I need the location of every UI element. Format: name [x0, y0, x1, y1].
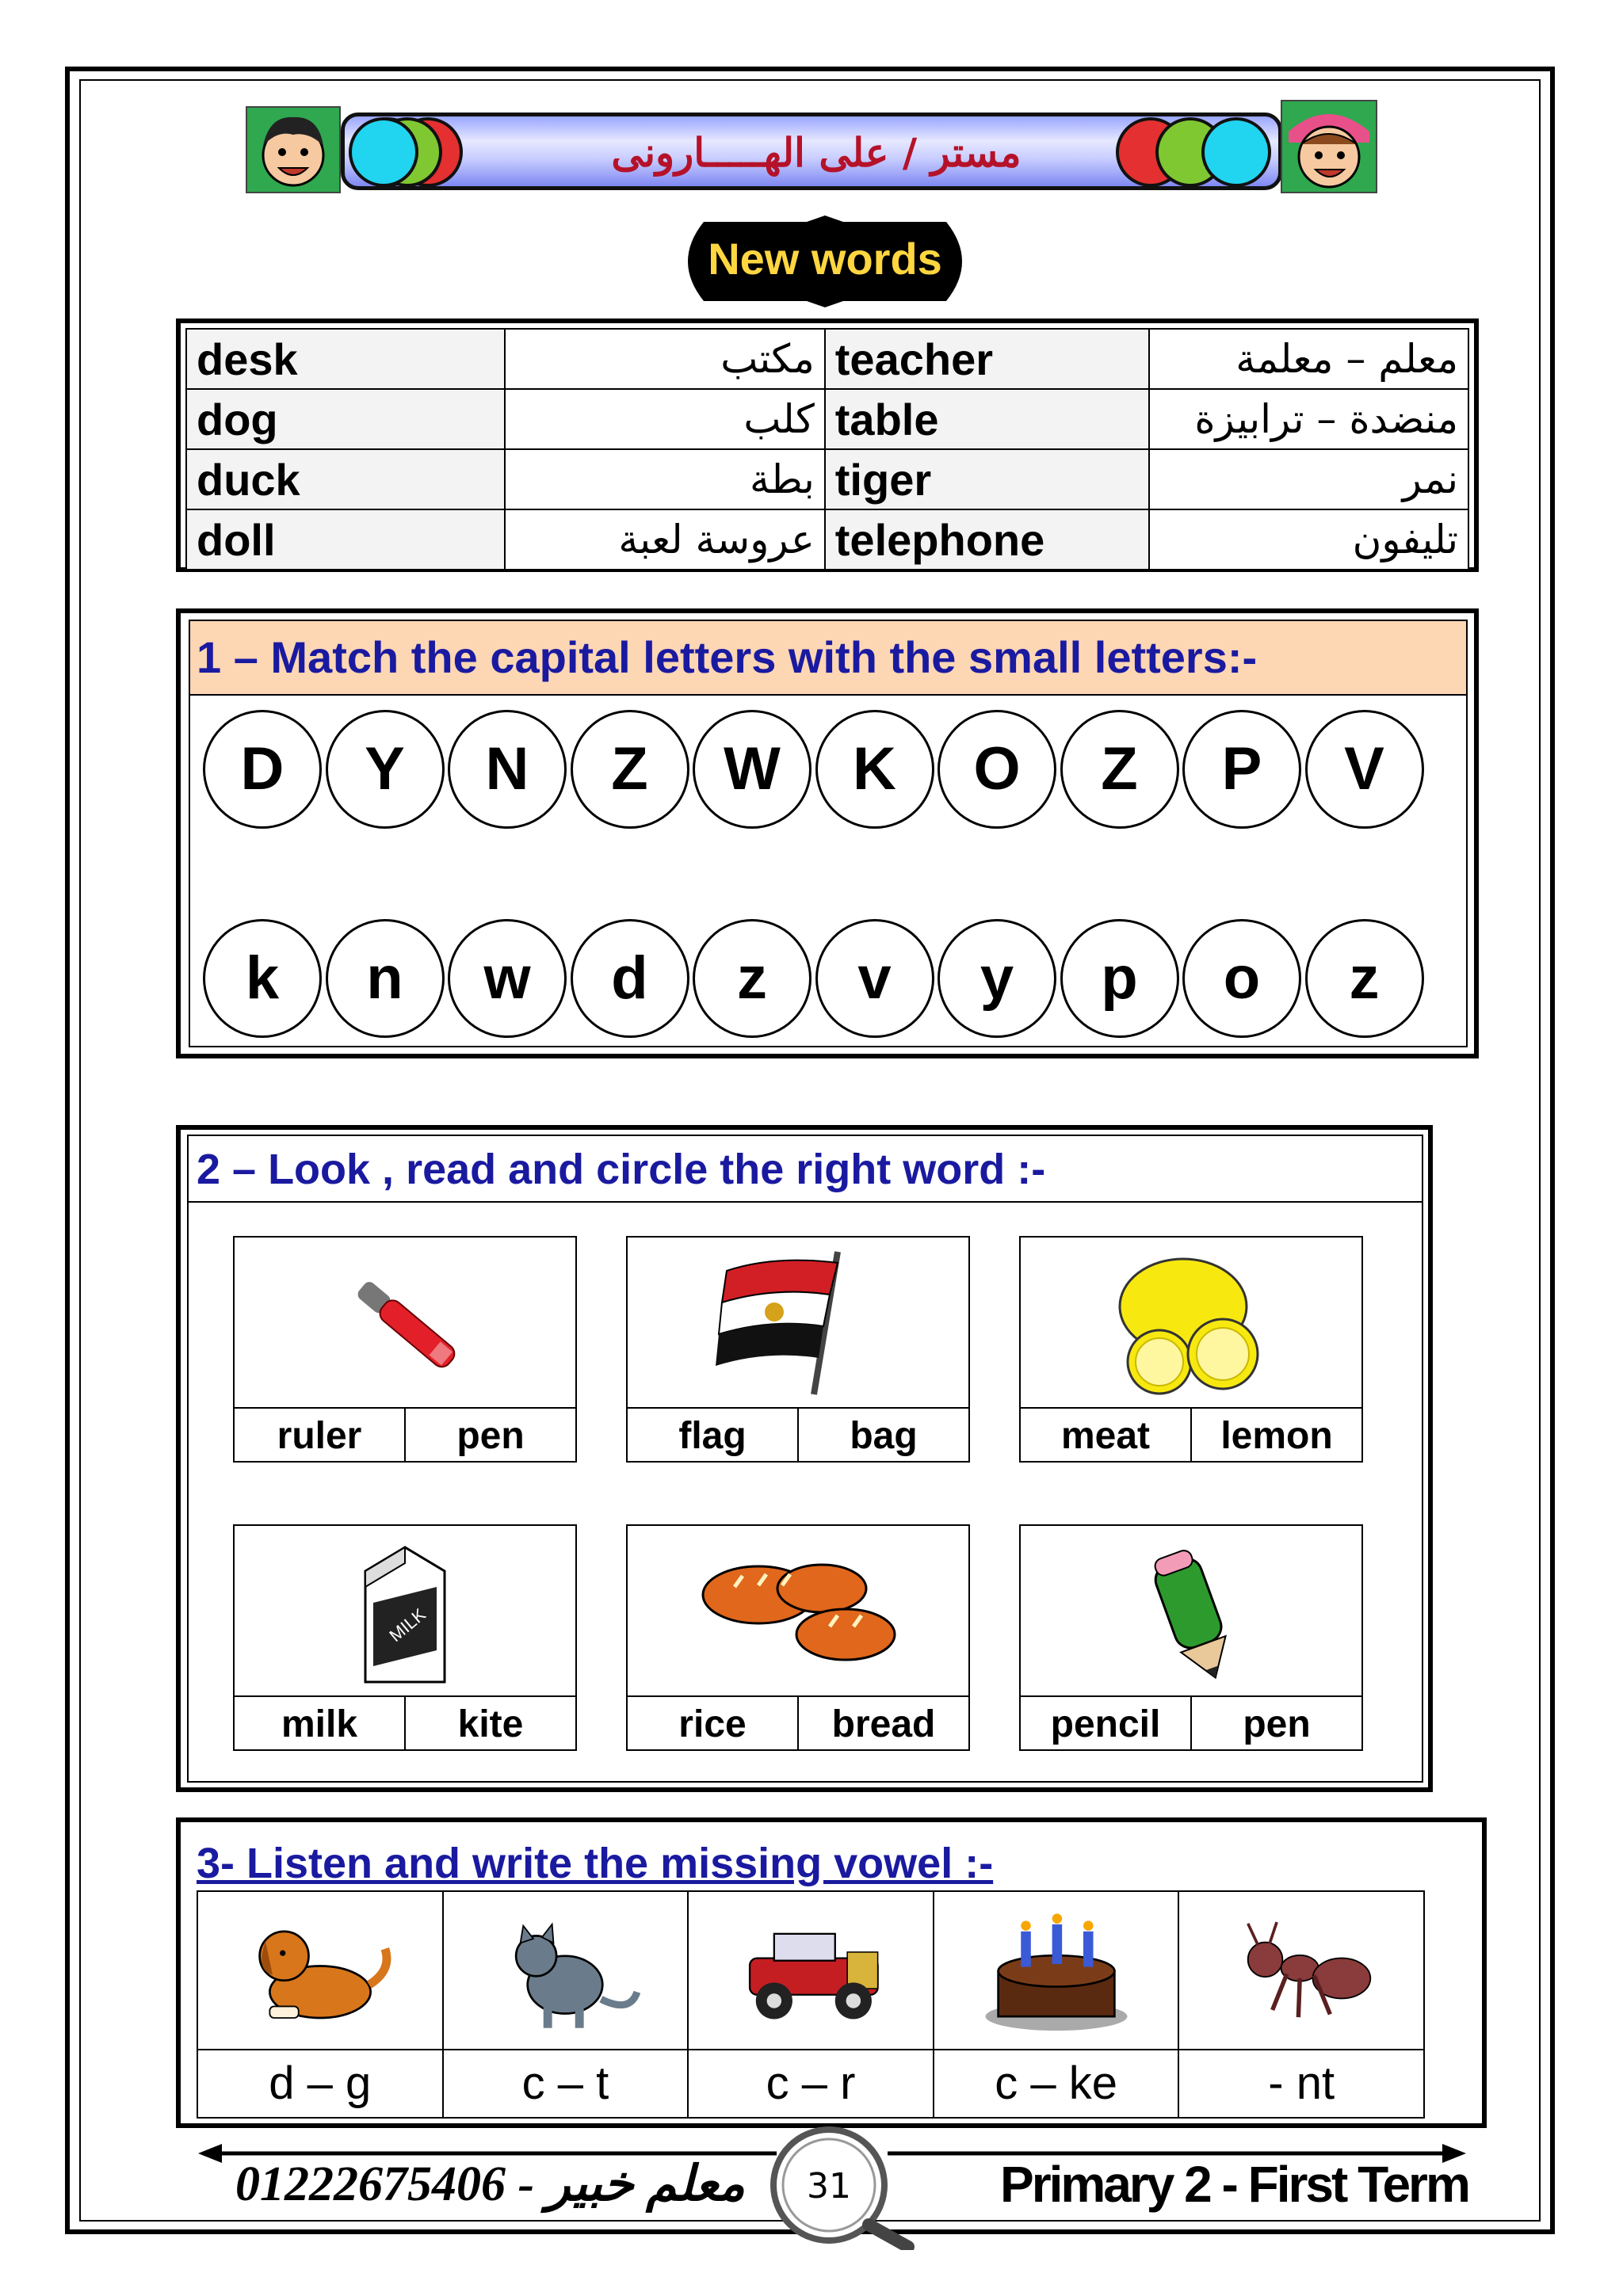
word-choices [628, 1695, 968, 1751]
vocab-row [186, 389, 1468, 449]
vocab-arabic-meaning: بطة [505, 449, 824, 509]
word-choice[interactable]: flag [678, 1415, 747, 1457]
circle-word-title: 2 – Look , read and circle the right word :- [197, 1146, 1046, 1193]
capital-letter-circle[interactable]: V [1305, 710, 1424, 829]
dog-icon [198, 1892, 442, 2050]
boy-avatar-icon [246, 106, 341, 193]
small-letter-circle[interactable]: p [1060, 919, 1179, 1038]
vocab-row [186, 449, 1468, 509]
car-icon [689, 1892, 933, 2050]
vocab-arabic-meaning: منضدة – ترابيزة [1149, 389, 1468, 449]
picture-card [1019, 1524, 1363, 1751]
missing-vowel-word[interactable]: d – g [269, 2058, 372, 2109]
word-choice[interactable]: rice [678, 1703, 747, 1745]
vowel-item [198, 1892, 442, 2117]
word-choices [235, 1695, 575, 1751]
teacher-name-title: مستر / على الهـــــارونى [611, 129, 1022, 176]
missing-vowel-word[interactable]: c – r [766, 2058, 856, 2109]
word-choice[interactable]: ruler [277, 1415, 362, 1457]
vocab-arabic-meaning: مكتب [505, 329, 824, 389]
picture-card [626, 1236, 970, 1463]
word-choice[interactable]: meat [1060, 1415, 1151, 1457]
vocab-arabic-meaning: كلب [505, 389, 824, 449]
capital-letter-circle[interactable]: W [693, 710, 812, 829]
word-choice[interactable]: bag [797, 1409, 968, 1463]
vocab-row [186, 509, 1468, 570]
word-choices [628, 1407, 968, 1463]
cat-icon [444, 1892, 688, 2050]
word-choice[interactable]: kite [404, 1697, 575, 1751]
capital-letter-circle[interactable]: D [203, 710, 322, 829]
vocab-arabic-meaning: تليفون [1149, 509, 1468, 570]
pencil-icon [1021, 1526, 1361, 1695]
picture-card [233, 1236, 577, 1463]
vocabulary-table [176, 318, 1479, 572]
vocab-english-word: telephone [825, 509, 1149, 570]
vocab-english-word: dog [186, 389, 505, 449]
small-letter-circle[interactable]: y [938, 919, 1056, 1038]
footer-term: Primary 2 - First Term [1000, 2156, 1468, 2213]
picture-card [626, 1524, 970, 1751]
small-letter-circle[interactable]: k [203, 919, 322, 1038]
small-letter-circle[interactable]: n [326, 919, 445, 1038]
capital-letter-circle[interactable]: N [448, 710, 567, 829]
missing-vowel-word[interactable]: - nt [1268, 2058, 1335, 2109]
word-choice[interactable]: bread [797, 1697, 968, 1751]
picture-card [1019, 1236, 1363, 1463]
vocab-row [186, 329, 1468, 389]
capital-letter-circle[interactable]: Z [1060, 710, 1179, 829]
small-letter-circle[interactable]: v [815, 919, 934, 1038]
capital-letter-circle[interactable]: P [1182, 710, 1301, 829]
small-letter-circle[interactable]: z [693, 919, 812, 1038]
small-letter-circle[interactable]: w [448, 919, 567, 1038]
vocab-english-word: duck [186, 449, 505, 509]
vowel-item [933, 1892, 1178, 2117]
word-choices [1021, 1695, 1361, 1751]
word-choice[interactable]: lemon [1190, 1409, 1361, 1463]
footer-phone: معلم خبير - 01222675406 [235, 2157, 745, 2211]
vowel-item [442, 1892, 688, 2117]
capital-letter-circle[interactable]: K [815, 710, 934, 829]
small-letter-circle[interactable]: z [1305, 919, 1424, 1038]
missing-vowel-word[interactable]: c – t [521, 2058, 609, 2109]
cake-icon [934, 1892, 1178, 2050]
new-words-label: New words [708, 234, 942, 284]
missing-vowel-word[interactable]: c – ke [995, 2058, 1117, 2109]
small-letter-circle[interactable]: o [1182, 919, 1301, 1038]
word-choices [235, 1407, 575, 1463]
vocab-arabic-meaning: معلم – معلمة [1149, 329, 1468, 389]
small-letter-circle[interactable]: d [571, 919, 689, 1038]
capital-letter-circle[interactable]: O [938, 710, 1056, 829]
svg-text:MILK: MILK [385, 1604, 430, 1646]
word-choice[interactable]: pen [1190, 1697, 1361, 1751]
missing-vowel-title: 3- Listen and write the missing vowel :- [197, 1840, 994, 1887]
vocab-english-word: teacher [825, 329, 1149, 389]
word-choice[interactable]: pen [404, 1409, 575, 1463]
lemon-icon [1021, 1238, 1361, 1407]
pen-icon [235, 1238, 575, 1407]
bread-icon [628, 1526, 968, 1695]
word-choice[interactable]: milk [281, 1703, 358, 1745]
vocab-english-word: tiger [825, 449, 1149, 509]
page-number: 31 [807, 2166, 851, 2206]
capital-letter-circle[interactable]: Y [326, 710, 445, 829]
capital-letter-circle[interactable]: Z [571, 710, 689, 829]
picture-card [233, 1524, 577, 1751]
vocab-arabic-meaning: عروسة لعبة [505, 509, 824, 570]
vocab-arabic-meaning: نمر [1149, 449, 1468, 509]
cyan-circle-decor [349, 117, 418, 187]
flag-icon [628, 1238, 968, 1407]
word-choices [1021, 1407, 1361, 1463]
milk-carton-icon [235, 1526, 575, 1695]
vocab-english-word: table [825, 389, 1149, 449]
missing-vowel-grid [197, 1890, 1425, 2119]
vocab-english-word: desk [186, 329, 505, 389]
vowel-item [1178, 1892, 1423, 2117]
match-letters-title: 1 – Match the capital letters with the small letters:- [197, 632, 1258, 682]
ant-icon [1179, 1892, 1423, 2050]
girl-avatar-icon [1281, 100, 1377, 193]
word-choice[interactable]: pencil [1050, 1703, 1161, 1745]
vowel-item [687, 1892, 933, 2117]
vocab-english-word: doll [186, 509, 505, 570]
cyan-circle-decor [1201, 117, 1271, 187]
